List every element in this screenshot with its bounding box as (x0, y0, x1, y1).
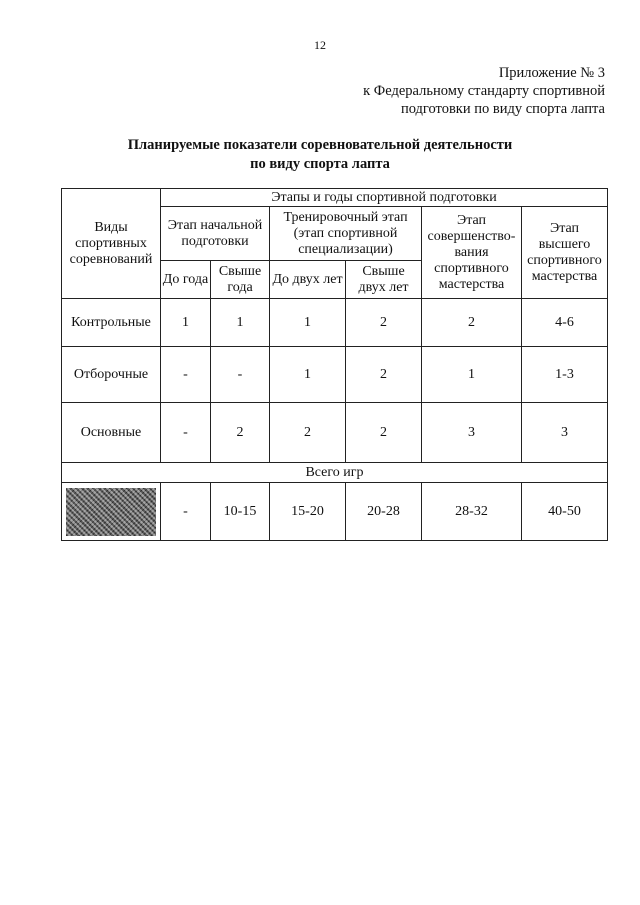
table-cell: 10-15 (211, 483, 270, 541)
table-cell: - (211, 347, 270, 403)
table-cell: 1 (270, 299, 346, 347)
table-cell: 1-3 (522, 347, 608, 403)
competition-table (61, 188, 608, 541)
header-stage-training: Тренировочный этап (этап спортивной специализации) (270, 207, 422, 261)
table-cell: 4-6 (522, 299, 608, 347)
table-cell: 3 (522, 403, 608, 463)
table-cell: 3 (422, 403, 522, 463)
table-cell: 28-32 (422, 483, 522, 541)
table-cell: 1 (270, 347, 346, 403)
header-competition-types: Виды спортивных соревнований (62, 189, 161, 299)
appendix-line-3: подготовки по виду спорта лапта (400, 101, 605, 117)
redacted-cell (62, 483, 161, 541)
table-cell: - (161, 483, 211, 541)
table-cell: 2 (270, 403, 346, 463)
header-stage-initial: Этап начальной подготовки (161, 207, 270, 261)
appendix-line-1: Приложение № 3 (498, 65, 605, 81)
row-label: Контрольные (62, 299, 161, 347)
table-cell: 40-50 (522, 483, 608, 541)
table-row (62, 299, 608, 347)
table-cell: 1 (422, 347, 522, 403)
table-cell: 2 (346, 299, 422, 347)
header-sub-over-two: Свыше двух лет (346, 261, 422, 299)
table-cell: 2 (346, 403, 422, 463)
appendix-line-2: к Федеральному стандарту спортивной (363, 83, 605, 99)
title-line-2: по виду спорта лапта (250, 156, 390, 172)
title-line-1: Планируемые показатели соревновательной деятельности (127, 137, 513, 153)
table-cell: 1 (211, 299, 270, 347)
appendix-note (363, 64, 605, 118)
document-title (0, 136, 640, 174)
redaction-stamp-icon (66, 488, 156, 536)
page-number: 12 (314, 38, 326, 52)
total-games-header: Всего игр (62, 463, 608, 483)
header-sub-over-year: Свыше года (211, 261, 270, 299)
table-cell: 15-20 (270, 483, 346, 541)
total-row (62, 483, 608, 541)
row-label: Отборочные (62, 347, 161, 403)
table-cell: - (161, 403, 211, 463)
table-cell: 2 (346, 347, 422, 403)
table-cell: - (161, 347, 211, 403)
table-cell: 20-28 (346, 483, 422, 541)
table-cell: 1 (161, 299, 211, 347)
table-row (62, 347, 608, 403)
table-cell: 2 (211, 403, 270, 463)
header-stage-highest: Этап высшего спортивного мастерства (522, 207, 608, 299)
table-cell: 2 (422, 299, 522, 347)
header-sub-upto-year: До года (161, 261, 211, 299)
header-sub-upto-two: До двух лет (270, 261, 346, 299)
header-stage-perfection: Этап совершенство-вания спортивного мастерства (422, 207, 522, 299)
row-label: Основные (62, 403, 161, 463)
table-row (62, 403, 608, 463)
header-stages: Этапы и годы спортивной подготовки (161, 189, 608, 207)
